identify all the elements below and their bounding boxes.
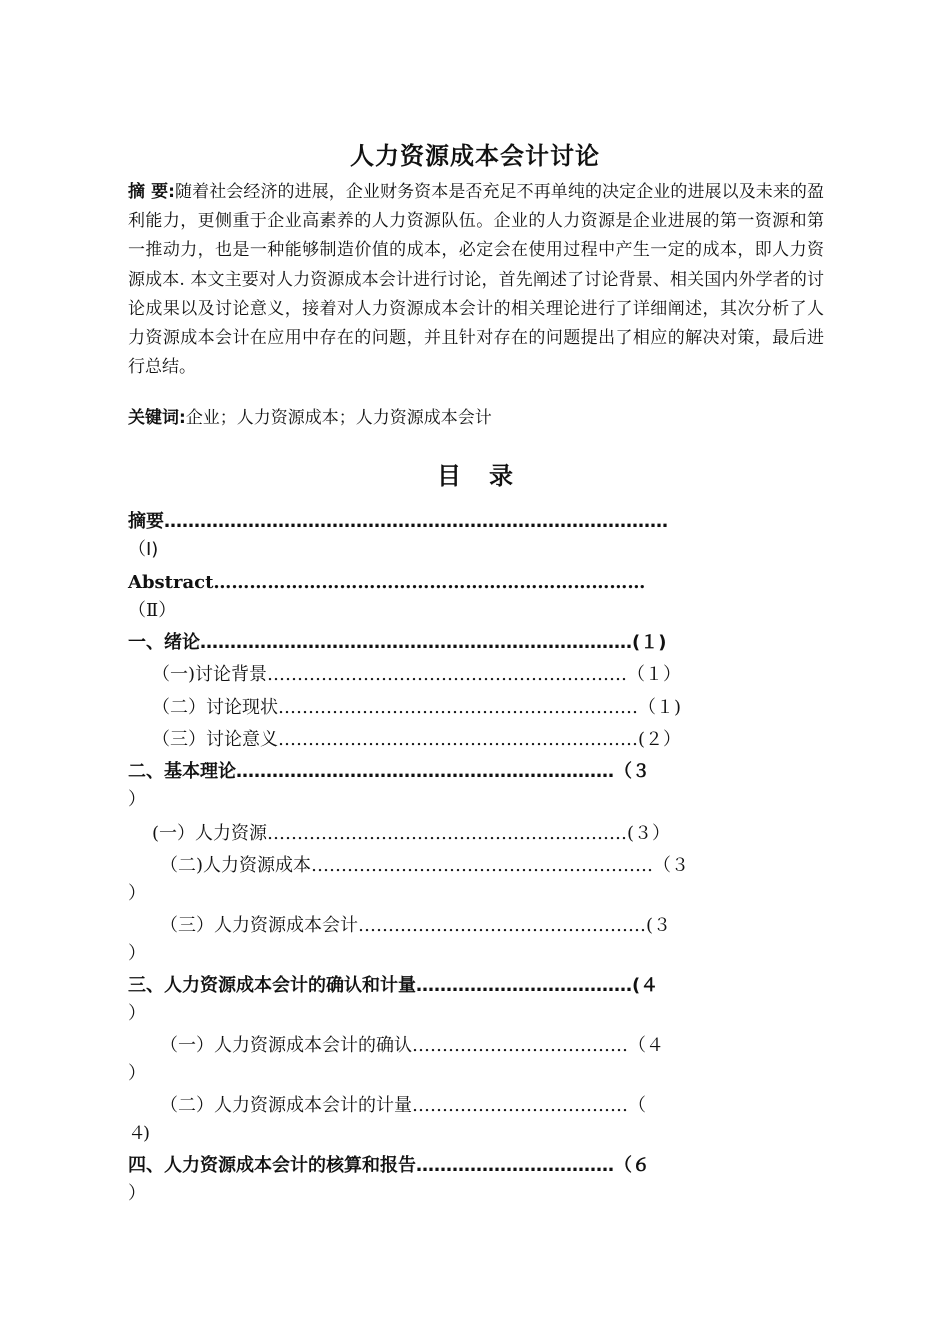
toc-entry-2-2[interactable] <box>128 852 828 908</box>
toc-entry-chapter-3[interactable] <box>128 972 828 1028</box>
toc-entry-1-3[interactable] <box>128 726 828 754</box>
toc-entry-text: （三）讨论意义……………………………………………………(２） <box>152 729 682 750</box>
toc-entry-text: （一）人力资源成本会计的确认………………………………（４ <box>160 1035 664 1056</box>
document-title: 人力资源成本会计讨论 <box>350 142 600 170</box>
abstract-paragraph <box>128 178 824 382</box>
toc-entry-text: （二）人力资源成本会计的计量………………………………（ <box>160 1095 646 1116</box>
toc-entry-chapter-4[interactable] <box>128 1152 828 1208</box>
toc-entry-1-1[interactable] <box>128 661 828 689</box>
toc-entry-text: (一）人力资源……………………………………………………(３） <box>152 823 671 844</box>
toc-entry-text: Abstract……………………………………………………………… <box>128 572 646 593</box>
abstract-label: 摘 要: <box>128 182 175 202</box>
toc-entry-1-2[interactable] <box>128 694 828 722</box>
toc-entry-text: （三）人力资源成本会计…………………………………………(３ <box>160 915 672 936</box>
toc-entry-page: ４) <box>128 1123 148 1144</box>
toc-entry-text: 摘要………………………………………………………………………… <box>128 511 668 532</box>
toc-entry-page: ） <box>128 1063 143 1084</box>
toc-entry-page: ） <box>128 1003 146 1024</box>
toc-entry-abstract[interactable] <box>128 508 828 564</box>
toc-entry-2-1[interactable] <box>128 820 828 848</box>
keywords-text: 企业；人力资源成本；人力资源成本会计 <box>185 408 492 428</box>
keywords-line <box>128 404 824 432</box>
toc-entry-page: ） <box>128 1183 146 1204</box>
toc-entry-page: （Ⅱ） <box>128 600 177 621</box>
toc-entry-text: 一、绪论………………………………………………………………(１) <box>128 632 667 653</box>
toc-entry-chapter-2[interactable] <box>128 758 828 814</box>
toc-entry-page: ） <box>128 883 143 904</box>
toc-entry-page: ） <box>128 943 143 964</box>
toc-entry-page: ） <box>128 789 146 810</box>
toc-entry-text: （二）讨论现状……………………………………………………（１) <box>152 697 682 718</box>
table-of-contents <box>128 508 828 1208</box>
toc-entry-text: 四、人力资源成本会计的核算和报告……………………………（６ <box>128 1155 650 1176</box>
toc-heading <box>0 456 950 491</box>
toc-entry-text: （二)人力资源成本…………………………………………………（３ <box>160 855 690 876</box>
toc-entry-3-1[interactable] <box>128 1032 828 1088</box>
abstract-text: 随着社会经济的进展，企业财务资本是否充足不再单纯的决定企业的进展以及未来的盈利能力，更侧重于企业高素养的人力资源队伍。企业的人力资源是企业进展的第一资源和第一推动力，也是一种能够制造价值的成本，必定会在使用过程中产生一定的成本，即人力资源成本. 本文主要对人力资源成本会计进行讨论，首先阐述了讨论背景、相关国内外学者的讨论成果以及讨论意义，接着对人力资源成本会计的相关理论进行了详细阐述，其次分析了人力资源成本会计在应用中存在的问题，并且针对存在的问题提出了相应的解决对策，最后进行总结。 <box>128 182 825 378</box>
keywords-label: 关键词: <box>128 408 186 428</box>
toc-heading-char-1: 目 <box>437 462 461 490</box>
toc-entry-2-3[interactable] <box>128 912 828 968</box>
toc-entry-3-2[interactable] <box>128 1092 828 1148</box>
toc-entry-text: （一)讨论背景……………………………………………………（１） <box>152 664 682 685</box>
toc-entry-english-abstract[interactable] <box>128 569 828 625</box>
toc-entry-chapter-1[interactable] <box>128 629 828 657</box>
toc-entry-page: （Ⅰ) <box>128 539 159 560</box>
toc-entry-text: 二、基本理论………………………………………………………（３ <box>128 761 650 782</box>
toc-entry-text: 三、人力资源成本会计的确认和计量………………………………(４ <box>128 975 659 996</box>
toc-heading-char-2: 录 <box>489 462 513 490</box>
